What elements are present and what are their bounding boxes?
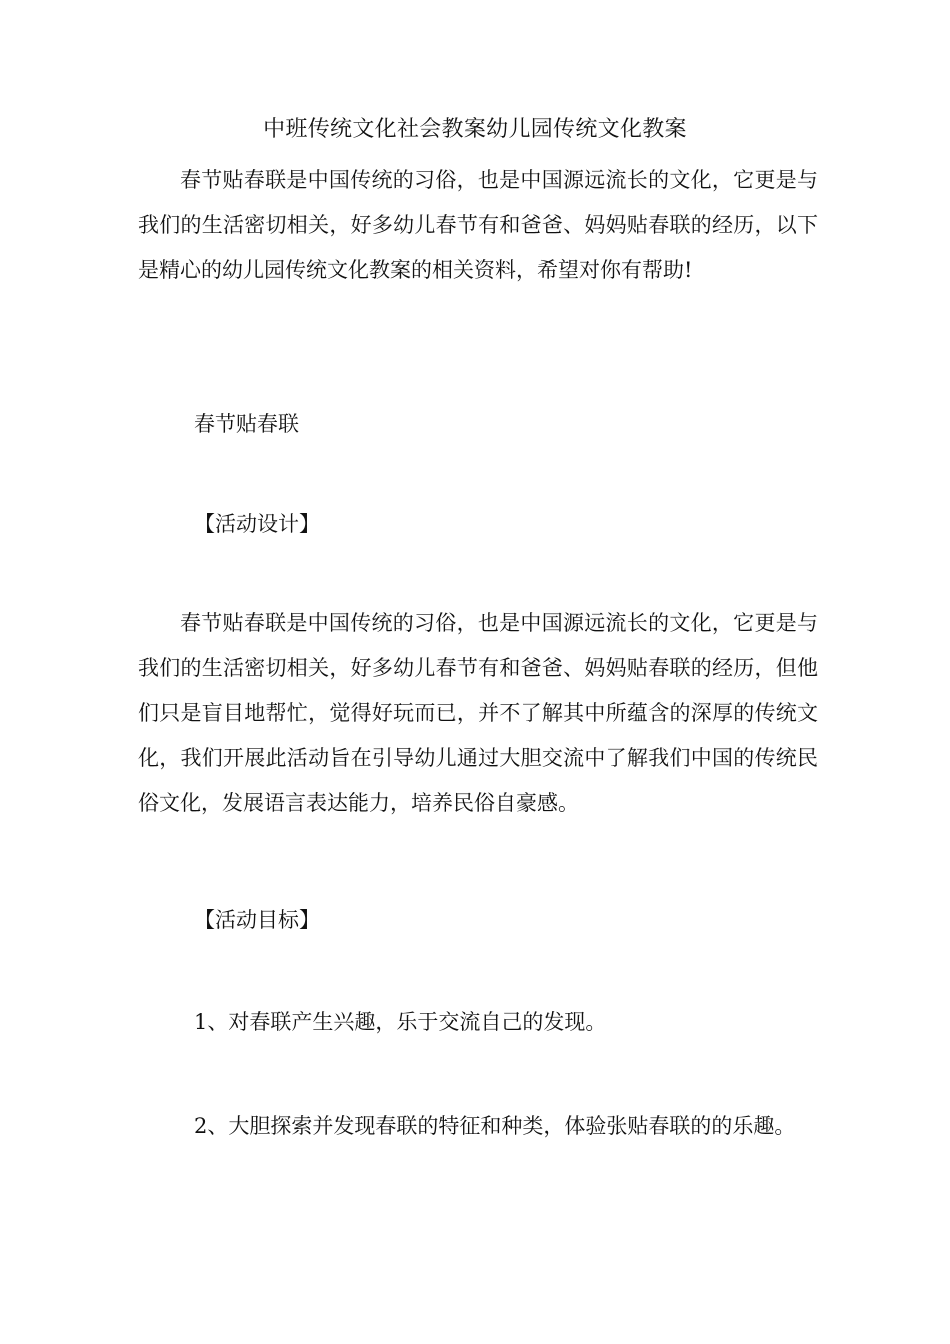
section-heading-design: 【活动设计】 bbox=[194, 512, 320, 536]
design-paragraph: 春节贴春联是中国传统的习俗，也是中国源远流长的文化，它更是与我们的生活密切相关，好多幼儿春节有和爸爸、妈妈贴春联的经历，但他们只是盲目地帮忙，觉得好玩而已，并不了解其中所蕴含的深厚的传统文化，我们开展此活动旨在引导幼儿通过大胆交流中了解我们中国的传统民俗文化，发展语言表达能力，培养民俗自豪感。 bbox=[138, 611, 818, 815]
intro-paragraph: 春节贴春联是中国传统的习俗，也是中国源远流长的文化，它更是与我们的生活密切相关，好多幼儿春节有和爸爸、妈妈贴春联的经历，以下是精心的幼儿园传统文化教案的相关资料，希望对你有帮助! bbox=[138, 168, 818, 282]
section-heading-goals: 【活动目标】 bbox=[194, 908, 320, 932]
goal-item-2: 2、大胆探索并发现春联的特征和种类，体验张贴春联的的乐趣。 bbox=[194, 1114, 796, 1138]
goal-item-1: 1、对春联产生兴趣，乐于交流自己的发现。 bbox=[194, 1010, 607, 1034]
lesson-subtitle: 春节贴春联 bbox=[194, 412, 299, 436]
document-title: 中班传统文化社会教案幼儿园传统文化教案 bbox=[263, 117, 687, 142]
